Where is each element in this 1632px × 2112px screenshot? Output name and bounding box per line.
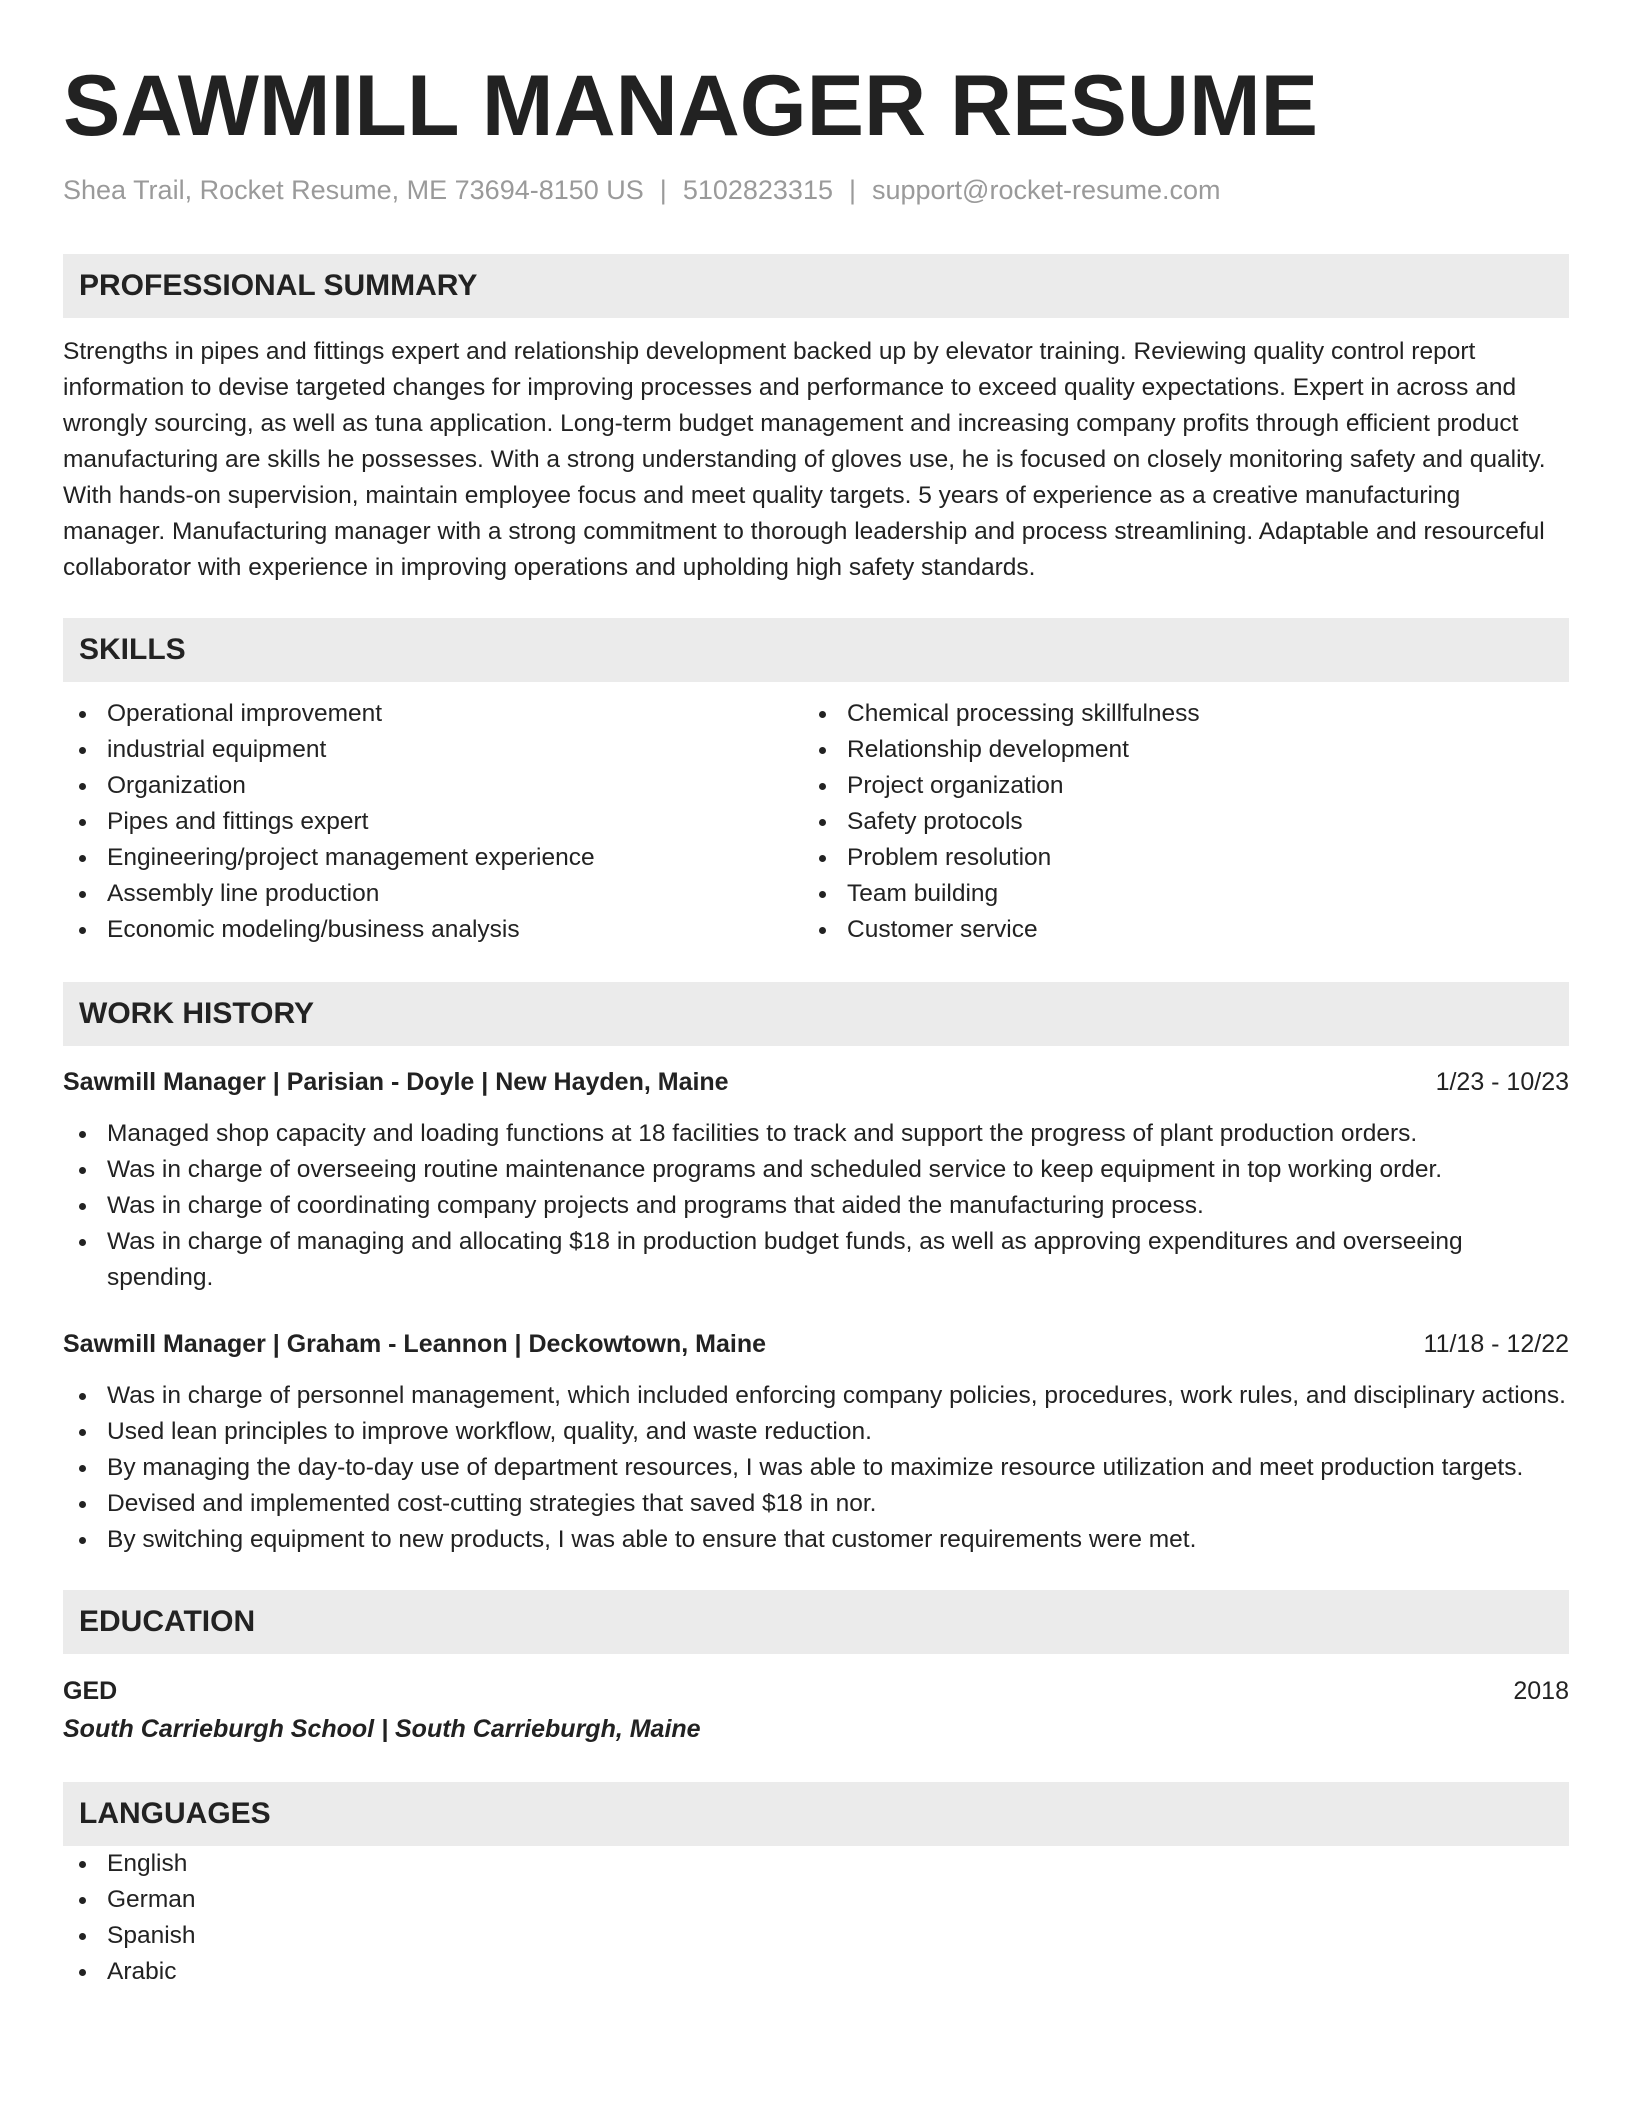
skill-item: Safety protocols [803, 804, 1543, 840]
contact-line [63, 172, 1569, 208]
job-bullet: Was in charge of managing and allocating $18 in production budget funds, as well as approving expenditures and overseeing spending. [63, 1224, 1569, 1296]
language-item: German [63, 1882, 1569, 1918]
job-dates: 11/18 - 12/22 [1423, 1330, 1569, 1358]
skill-item: Problem resolution [803, 840, 1543, 876]
work-history-section-header: WORK HISTORY [63, 982, 1569, 1046]
job-dates: 1/23 - 10/23 [1435, 1068, 1569, 1096]
summary-section-header: PROFESSIONAL SUMMARY [63, 254, 1569, 318]
job-title: Sawmill Manager | Parisian - Doyle | New Hayden, Maine [63, 1068, 729, 1096]
skill-item: Assembly line production [63, 876, 803, 912]
skill-item: Chemical processing skillfulness [803, 696, 1543, 732]
job-title: Sawmill Manager | Graham - Leannon | Deckowtown, Maine [63, 1330, 767, 1358]
contact-phone: 5102823315 [682, 175, 833, 205]
languages-list [63, 1846, 1569, 1990]
skill-item: Pipes and fittings expert [63, 804, 803, 840]
skill-item: Customer service [803, 912, 1543, 948]
languages-section-header: LANGUAGES [63, 1782, 1569, 1846]
education-entry [63, 1672, 1569, 1748]
education-year: 2018 [1513, 1677, 1569, 1705]
contact-separator: | [659, 175, 667, 205]
job-header [63, 1064, 1569, 1100]
skill-item: Operational improvement [63, 696, 803, 732]
job-bullet: By managing the day-to-day use of department resources, I was able to maximize resource utilization and meet production targets. [63, 1450, 1569, 1486]
job-bullet: Was in charge of overseeing routine maintenance programs and scheduled service to keep equipment in top working order. [63, 1152, 1569, 1188]
skills-column-right [803, 696, 1543, 948]
summary-text: Strengths in pipes and fittings expert and relationship development backed up by elevator training. Reviewing quality control report information to devise targeted changes for improving processes and performance to exceed quality expectations. Expert in across and wrongly sourcing, as well as tuna application. Long-term budget management and increasing company profits through efficient product manufacturing are skills he possesses. With a strong understanding of gloves use, he is focused on closely monitoring safety and quality. With hands-on supervision, maintain employee focus and meet quality targets. 5 years of experience as a creative manufacturing manager. Manufacturing manager with a strong commitment to thorough leadership and process streamlining. Adaptable and resourceful collaborator with experience in improving operations and upholding high safety standards. [63, 338, 1546, 581]
language-item: English [63, 1846, 1569, 1882]
skills-section-header: SKILLS [63, 618, 1569, 682]
skill-item: Organization [63, 768, 803, 804]
job-bullet: Devised and implemented cost-cutting strategies that saved $18 in nor. [63, 1486, 1569, 1522]
contact-email: support@rocket-resume.com [872, 175, 1221, 205]
contact-separator: | [848, 175, 856, 205]
resume-title: SAWMILL MANAGER RESUME [63, 58, 1318, 154]
job-entry [63, 1326, 1569, 1558]
skill-item: Team building [803, 876, 1543, 912]
job-bullet: By switching equipment to new products, I was able to ensure that customer requirements were met. [63, 1522, 1569, 1558]
skills-list-right [803, 696, 1543, 948]
skill-item: Project organization [803, 768, 1543, 804]
job-bullet: Managed shop capacity and loading functions at 18 facilities to track and support the progress of plant production orders. [63, 1116, 1569, 1152]
skill-item: Economic modeling/business analysis [63, 912, 803, 948]
language-item: Arabic [63, 1954, 1569, 1990]
contact-address: Shea Trail, Rocket Resume, ME 73694-8150 US [63, 175, 644, 205]
skill-item: industrial equipment [63, 732, 803, 768]
job-bullets [63, 1378, 1569, 1558]
education-header [63, 1672, 1569, 1710]
skills-grid [63, 696, 1569, 948]
education-degree: GED [63, 1677, 118, 1705]
skills-column-left [63, 696, 803, 948]
education-school: South Carrieburgh School | South Carrieburgh, Maine [63, 1715, 701, 1743]
job-bullets [63, 1116, 1569, 1296]
job-header [63, 1326, 1569, 1362]
job-bullet: Was in charge of personnel management, which included enforcing company policies, procedures, work rules, and disciplinary actions. [63, 1378, 1569, 1414]
education-section-header: EDUCATION [63, 1590, 1569, 1654]
skill-item: Engineering/project management experience [63, 840, 803, 876]
skill-item: Relationship development [803, 732, 1543, 768]
job-bullet: Used lean principles to improve workflow, quality, and waste reduction. [63, 1414, 1569, 1450]
language-item: Spanish [63, 1918, 1569, 1954]
skills-list-left [63, 696, 803, 948]
job-bullet: Was in charge of coordinating company projects and programs that aided the manufacturing process. [63, 1188, 1569, 1224]
job-entry [63, 1064, 1569, 1296]
